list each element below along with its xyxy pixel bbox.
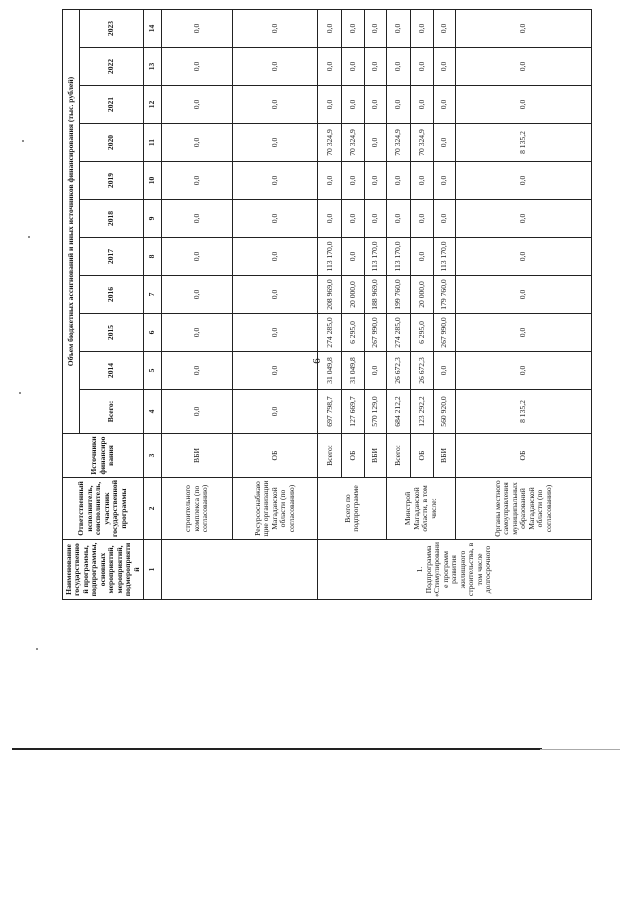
name-cell-empty bbox=[161, 540, 317, 600]
value-cell: 113 170,0 bbox=[433, 238, 455, 276]
value-cell: 0,0 bbox=[364, 86, 386, 124]
header-year: 2016 bbox=[79, 276, 143, 314]
table-row bbox=[387, 9, 411, 599]
source-cell: ОБ bbox=[342, 434, 364, 478]
source-cell: ОБ bbox=[411, 434, 433, 478]
value-cell: 0,0 bbox=[232, 200, 317, 238]
value-cell: 0,0 bbox=[387, 48, 411, 86]
column-number: 9 bbox=[143, 200, 161, 238]
value-cell: 26 672,3 bbox=[387, 352, 411, 390]
value-cell: 697 798,7 bbox=[318, 390, 342, 434]
value-cell: 0,0 bbox=[387, 200, 411, 238]
header-year: 2019 bbox=[79, 162, 143, 200]
header-year: 2018 bbox=[79, 200, 143, 238]
column-number: 5 bbox=[143, 352, 161, 390]
value-cell: 70 324,9 bbox=[411, 124, 433, 162]
value-cell: 113 170,0 bbox=[387, 238, 411, 276]
header-name: Наименование государственной программы, подпрограммы, основных мероприятий, мероприятий, подмероприятий bbox=[63, 540, 144, 600]
header-year: 2022 bbox=[79, 48, 143, 86]
value-cell: 0,0 bbox=[456, 238, 592, 276]
value-cell: 0,0 bbox=[232, 124, 317, 162]
value-cell: 0,0 bbox=[433, 124, 455, 162]
value-cell: 0,0 bbox=[342, 9, 364, 47]
value-cell: 8 135,2 bbox=[456, 390, 592, 434]
value-cell: 20 000,0 bbox=[411, 276, 433, 314]
column-number: 3 bbox=[143, 434, 161, 478]
value-cell: 127 669,7 bbox=[342, 390, 364, 434]
source-cell: Всего: bbox=[318, 434, 342, 478]
value-cell: 0,0 bbox=[161, 276, 232, 314]
value-cell: 560 920,0 bbox=[433, 390, 455, 434]
value-cell: 274 285,0 bbox=[387, 314, 411, 352]
value-cell: 31 049,8 bbox=[318, 352, 342, 390]
value-cell: 0,0 bbox=[456, 352, 592, 390]
scan-speck bbox=[36, 648, 38, 650]
value-cell: 0,0 bbox=[411, 86, 433, 124]
header-total: Всего: bbox=[79, 390, 143, 434]
header-source: Источники финансирования bbox=[63, 434, 144, 478]
value-cell: 0,0 bbox=[456, 162, 592, 200]
value-cell: 0,0 bbox=[318, 48, 342, 86]
value-cell: 0,0 bbox=[456, 200, 592, 238]
value-cell: 31 049,8 bbox=[342, 352, 364, 390]
responsible-cell: Ресурсоснабжающие организации Магаданской области (по согласованию) bbox=[232, 478, 317, 540]
value-cell: 0,0 bbox=[318, 86, 342, 124]
column-number: 2 bbox=[143, 478, 161, 540]
value-cell: 0,0 bbox=[161, 352, 232, 390]
value-cell: 0,0 bbox=[456, 48, 592, 86]
value-cell: 179 760,0 bbox=[433, 276, 455, 314]
value-cell: 0,0 bbox=[318, 9, 342, 47]
responsible-cell: Органы местного самоуправления муниципальных образований Магаданской области (по согласованию) bbox=[456, 478, 592, 540]
column-number: 7 bbox=[143, 276, 161, 314]
value-cell: 267 990,0 bbox=[364, 314, 386, 352]
value-cell: 0,0 bbox=[433, 200, 455, 238]
value-cell: 0,0 bbox=[364, 124, 386, 162]
value-cell: 267 990,0 bbox=[433, 314, 455, 352]
header-year: 2017 bbox=[79, 238, 143, 276]
source-cell: ВБИ bbox=[161, 434, 232, 478]
value-cell: 0,0 bbox=[161, 86, 232, 124]
scan-speck bbox=[28, 236, 30, 238]
value-cell: 0,0 bbox=[433, 86, 455, 124]
value-cell: 0,0 bbox=[232, 390, 317, 434]
value-cell: 0,0 bbox=[232, 314, 317, 352]
column-number: 14 bbox=[143, 9, 161, 47]
value-cell: 0,0 bbox=[232, 9, 317, 47]
value-cell: 0,0 bbox=[318, 162, 342, 200]
value-cell: 0,0 bbox=[433, 9, 455, 47]
value-cell: 0,0 bbox=[456, 276, 592, 314]
value-cell: 20 000,0 bbox=[342, 276, 364, 314]
value-cell: 70 324,9 bbox=[387, 124, 411, 162]
value-cell: 0,0 bbox=[232, 352, 317, 390]
column-number: 1 bbox=[143, 540, 161, 600]
table-row bbox=[161, 9, 232, 599]
value-cell: 0,0 bbox=[411, 48, 433, 86]
value-cell: 113 170,0 bbox=[364, 238, 386, 276]
source-cell: ОБ bbox=[456, 434, 592, 478]
value-cell: 0,0 bbox=[318, 200, 342, 238]
value-cell: 0,0 bbox=[456, 86, 592, 124]
source-cell: ВБИ bbox=[433, 434, 455, 478]
table-row bbox=[318, 9, 342, 599]
group-ministry-label: Минстрой Магаданской области, в том числе: bbox=[387, 478, 456, 540]
value-cell: 70 324,9 bbox=[318, 124, 342, 162]
value-cell: 0,0 bbox=[411, 200, 433, 238]
header-year: 2014 bbox=[79, 352, 143, 390]
column-number: 8 bbox=[143, 238, 161, 276]
value-cell: 70 324,9 bbox=[342, 124, 364, 162]
value-cell: 0,0 bbox=[342, 48, 364, 86]
value-cell: 0,0 bbox=[387, 9, 411, 47]
value-cell: 0,0 bbox=[342, 238, 364, 276]
column-number: 4 bbox=[143, 390, 161, 434]
value-cell: 8 135,2 bbox=[456, 124, 592, 162]
source-cell: ВБИ bbox=[364, 434, 386, 478]
value-cell: 0,0 bbox=[342, 200, 364, 238]
header-responsible: Ответственный исполнитель, соисполнитель, участник государственной программы bbox=[63, 478, 144, 540]
value-cell: 0,0 bbox=[433, 162, 455, 200]
value-cell: 0,0 bbox=[232, 86, 317, 124]
value-cell: 0,0 bbox=[161, 162, 232, 200]
value-cell: 0,0 bbox=[342, 162, 364, 200]
value-cell: 0,0 bbox=[456, 9, 592, 47]
value-cell: 0,0 bbox=[433, 48, 455, 86]
column-number: 10 bbox=[143, 162, 161, 200]
header-row-1 bbox=[63, 9, 80, 599]
scan-speck bbox=[19, 392, 21, 394]
value-cell: 0,0 bbox=[364, 352, 386, 390]
value-cell: 113 170,0 bbox=[318, 238, 342, 276]
value-cell: 26 672,3 bbox=[411, 352, 433, 390]
value-cell: 684 212,2 bbox=[387, 390, 411, 434]
table-row bbox=[456, 9, 592, 599]
value-cell: 0,0 bbox=[411, 162, 433, 200]
scan-speck bbox=[22, 140, 24, 142]
value-cell: 188 969,0 bbox=[364, 276, 386, 314]
value-cell: 0,0 bbox=[364, 9, 386, 47]
value-cell: 0,0 bbox=[161, 238, 232, 276]
value-cell: 0,0 bbox=[161, 314, 232, 352]
column-numbers-row bbox=[143, 9, 161, 599]
value-cell: 0,0 bbox=[161, 124, 232, 162]
column-number: 12 bbox=[143, 86, 161, 124]
header-year: 2023 bbox=[79, 9, 143, 47]
responsible-cell: строительного комплекса (по согласованию) bbox=[161, 478, 232, 540]
value-cell: 0,0 bbox=[232, 276, 317, 314]
value-cell: 0,0 bbox=[456, 314, 592, 352]
value-cell: 0,0 bbox=[161, 9, 232, 47]
value-cell: 0,0 bbox=[161, 48, 232, 86]
column-number: 6 bbox=[143, 314, 161, 352]
value-cell: 6 295,0 bbox=[342, 314, 364, 352]
value-cell: 570 129,0 bbox=[364, 390, 386, 434]
value-cell: 0,0 bbox=[161, 390, 232, 434]
value-cell: 0,0 bbox=[364, 200, 386, 238]
source-cell: Всего: bbox=[387, 434, 411, 478]
value-cell: 0,0 bbox=[364, 162, 386, 200]
header-year: 2015 bbox=[79, 314, 143, 352]
value-cell: 199 760,0 bbox=[387, 276, 411, 314]
value-cell: 0,0 bbox=[387, 162, 411, 200]
value-cell: 0,0 bbox=[411, 238, 433, 276]
column-number: 13 bbox=[143, 48, 161, 86]
budget-table bbox=[62, 9, 592, 600]
value-cell: 0,0 bbox=[433, 352, 455, 390]
column-number: 11 bbox=[143, 124, 161, 162]
value-cell: 0,0 bbox=[364, 48, 386, 86]
value-cell: 0,0 bbox=[232, 238, 317, 276]
value-cell: 0,0 bbox=[232, 162, 317, 200]
value-cell: 123 292,2 bbox=[411, 390, 433, 434]
value-cell: 0,0 bbox=[232, 48, 317, 86]
group-total-label: Всего по подпрограмме bbox=[318, 478, 387, 540]
value-cell: 274 285,0 bbox=[318, 314, 342, 352]
value-cell: 0,0 bbox=[342, 86, 364, 124]
scan-edge-line bbox=[12, 748, 542, 750]
rotated-table-wrapper bbox=[62, 10, 592, 600]
table-row bbox=[232, 9, 317, 599]
value-cell: 0,0 bbox=[161, 200, 232, 238]
value-cell: 0,0 bbox=[411, 9, 433, 47]
header-volume: Объем бюджетных ассигнований и иных источников финансирования (тыс. рублей) bbox=[63, 9, 80, 433]
header-year: 2021 bbox=[79, 86, 143, 124]
source-cell: ОБ bbox=[232, 434, 317, 478]
header-year: 2020 bbox=[79, 124, 143, 162]
value-cell: 0,0 bbox=[387, 86, 411, 124]
page-number: 6 bbox=[311, 358, 323, 364]
subprogram-name-cell: 1. Подпрограмма «Стимулирование программ развития жилищного строительства, в том числе долгосрочного bbox=[318, 540, 592, 600]
value-cell: 6 295,0 bbox=[411, 314, 433, 352]
value-cell: 208 969,0 bbox=[318, 276, 342, 314]
scan-edge-line-faint bbox=[540, 749, 620, 750]
